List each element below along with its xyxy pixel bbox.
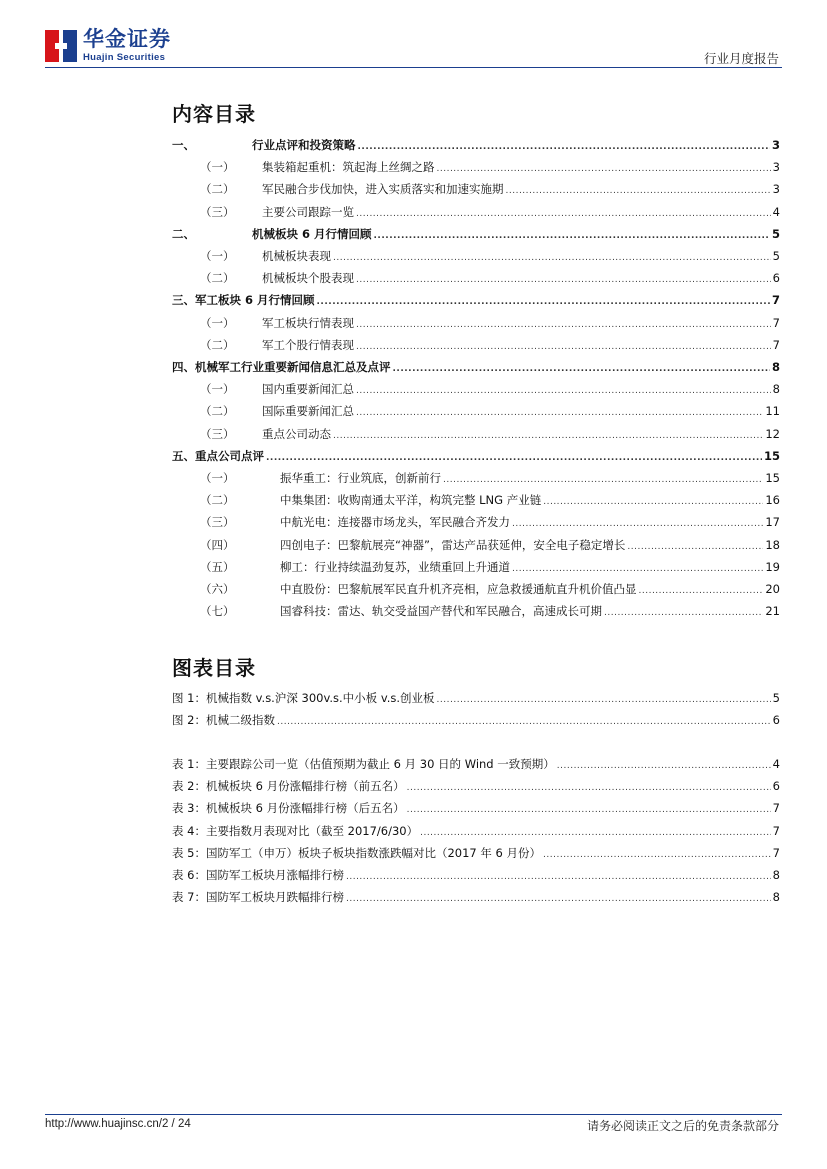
toc-entry-number: （一） xyxy=(200,160,235,175)
table-entry[interactable] xyxy=(172,866,780,884)
toc-entry-page: 16 xyxy=(765,493,780,508)
dot-leader xyxy=(443,469,763,489)
dot-leader xyxy=(506,180,771,200)
toc-entry-page: 20 xyxy=(765,582,780,596)
toc-entry-number: （五） xyxy=(200,559,235,574)
toc-entry-page: 7 xyxy=(772,337,780,352)
dot-leader xyxy=(543,491,763,511)
dot-leader xyxy=(346,866,771,886)
report-type-label: 行业月度报告 xyxy=(703,51,779,66)
toc-entry-number: （三） xyxy=(200,204,235,219)
figure-entry-page: 6 xyxy=(772,713,780,728)
toc-entry-page: 19 xyxy=(765,559,780,574)
toc-entry-text: 主要公司跟踪一览 xyxy=(262,204,354,219)
toc-entry-number: （二） xyxy=(200,493,235,508)
toc-entry-text: 机械板块 6 月行情回顾 xyxy=(252,226,372,241)
dot-leader xyxy=(346,888,771,908)
figure-entry-page: 7 xyxy=(772,801,780,816)
toc-entry[interactable] xyxy=(172,536,780,554)
logo-mark-icon xyxy=(45,30,77,62)
toc-entry[interactable] xyxy=(172,558,780,576)
toc-entry[interactable] xyxy=(172,358,780,376)
toc-entry-text: 国内重要新闻汇总 xyxy=(262,382,354,397)
dot-leader xyxy=(266,447,762,467)
figure-entry-page: 7 xyxy=(772,823,780,838)
table-entry[interactable] xyxy=(172,777,780,795)
toc-entry-number: 五、 xyxy=(172,448,195,463)
toc-entry[interactable] xyxy=(172,291,780,309)
footer-divider xyxy=(45,1114,782,1115)
dot-leader xyxy=(604,602,763,622)
toc-entry[interactable] xyxy=(172,447,780,465)
toc-entry-page: 17 xyxy=(765,515,780,530)
figure-entry-text: 表 7：国防军工板块月跌幅排行榜 xyxy=(172,890,344,905)
toc-entry-number: （二） xyxy=(200,404,235,419)
figure-entry-page: 7 xyxy=(772,845,780,860)
toc-entry-text: 中航光电：连接器市场龙头，军民融合齐发力 xyxy=(280,515,510,530)
figure-entry-page: 8 xyxy=(772,890,780,905)
toc-entry-text: 军工个股行情表现 xyxy=(262,337,354,352)
toc-entry-page: 8 xyxy=(771,360,780,374)
figure-entry-page: 8 xyxy=(772,868,780,883)
toc-entry-number: （三） xyxy=(200,515,235,530)
dot-leader xyxy=(356,402,763,422)
toc-entry-number: （二） xyxy=(200,182,235,197)
dot-leader xyxy=(627,536,763,556)
toc-entry-text: 机械板块表现 xyxy=(262,249,331,263)
toc-entry-number: （一） xyxy=(200,471,235,485)
toc-entry-page: 18 xyxy=(765,537,780,552)
toc-entry-text: 中集集团：收购南通太平洋，构筑完整 LNG 产业链 xyxy=(280,493,542,508)
toc-entry-number: （一） xyxy=(200,382,235,397)
table-entry[interactable] xyxy=(172,822,780,840)
toc-entry-text: 国睿科技：雷达、轨交受益国产替代和军民融合，高速成长可期 xyxy=(280,604,602,619)
toc-entry-page: 11 xyxy=(765,404,780,419)
toc-entry-text: 重点公司动态 xyxy=(262,426,331,441)
toc-entry-text: 军民融合步伐加快，进入实质落实和加速实施期 xyxy=(262,182,504,197)
toc-entry[interactable] xyxy=(172,336,780,354)
toc-entry[interactable] xyxy=(172,380,780,398)
figure-entry-text: 表 3：机械板块 6 月份涨幅排行榜（后五名） xyxy=(172,801,405,816)
dot-leader xyxy=(333,247,771,267)
company-logo xyxy=(45,28,171,64)
toc-entry-number: （七） xyxy=(200,604,235,619)
dot-leader xyxy=(639,580,764,600)
dot-leader xyxy=(407,799,771,819)
toc-entry-page: 3 xyxy=(771,138,780,152)
table-entry[interactable] xyxy=(172,844,780,862)
toc-entry-text: 柳工：行业持续温劲复苏，业绩重回上升通道 xyxy=(280,559,510,574)
toc-entry[interactable] xyxy=(172,580,780,598)
toc-entry-number: （一） xyxy=(200,249,235,263)
toc-entry-page: 4 xyxy=(772,204,780,219)
toc-entry-text: 重点公司点评 xyxy=(195,448,264,463)
toc-entry[interactable] xyxy=(172,269,780,287)
toc-entry-number: （六） xyxy=(200,582,235,596)
toc-entry-number: （四） xyxy=(200,537,235,552)
dot-leader xyxy=(356,336,771,356)
toc-entry[interactable] xyxy=(172,402,780,420)
figure-entry-text: 表 4：主要指数月表现对比（截至 2017/6/30） xyxy=(172,823,419,838)
toc-entry-number: （三） xyxy=(200,426,235,441)
logo-english-name: Huajin Securities xyxy=(83,52,166,64)
toc-entry[interactable] xyxy=(172,602,780,620)
toc-entry[interactable] xyxy=(172,225,780,243)
dot-leader xyxy=(393,358,770,378)
footer-disclaimer: 请务必阅读正文之后的免责条款部分 xyxy=(586,1119,779,1133)
toc-entry[interactable] xyxy=(172,425,780,443)
toc-entry-number: 二、 xyxy=(172,226,195,241)
toc-entry[interactable] xyxy=(172,491,780,509)
toc-entry-text: 集装箱起重机：筑起海上丝绸之路 xyxy=(262,160,435,175)
toc-entry-page: 7 xyxy=(772,315,780,330)
toc-entry[interactable] xyxy=(172,513,780,531)
toc-entry-text: 国际重要新闻汇总 xyxy=(262,404,354,419)
toc-entry-page: 8 xyxy=(772,382,780,397)
toc-entry-number: （二） xyxy=(200,271,235,286)
dot-leader xyxy=(333,425,763,445)
dot-leader xyxy=(356,269,771,289)
dot-leader xyxy=(277,711,771,731)
dot-leader xyxy=(437,158,771,178)
dot-leader xyxy=(317,291,770,311)
toc-entry-number: 一、 xyxy=(172,138,195,152)
toc-entry-page: 21 xyxy=(765,604,780,619)
dot-leader xyxy=(356,203,771,223)
toc-entry-text: 机械军工行业重要新闻信息汇总及点评 xyxy=(195,360,391,374)
figure-entry[interactable] xyxy=(172,711,780,729)
toc-entry[interactable] xyxy=(172,203,780,221)
toc-entry-page: 3 xyxy=(772,182,780,197)
table-entry[interactable] xyxy=(172,755,780,773)
toc-title: 内容目录 xyxy=(172,102,256,126)
toc-entry-number: 三、 xyxy=(172,293,195,308)
toc-entry[interactable] xyxy=(172,247,780,265)
logo-chinese-name: 华金证券 xyxy=(83,27,171,52)
toc-entry-number: 四、 xyxy=(172,360,195,374)
toc-entry-page: 3 xyxy=(772,160,780,175)
toc-entry-page: 6 xyxy=(772,271,780,286)
toc-entry-page: 5 xyxy=(772,249,780,263)
figures-title: 图表目录 xyxy=(172,656,256,680)
toc-entry[interactable] xyxy=(172,136,780,154)
toc-entry[interactable] xyxy=(172,180,780,198)
footer-url[interactable]: http://www.huajinsc.cn/2 / 24 xyxy=(45,1118,191,1130)
toc-entry-text: 中直股份：巴黎航展军民直升机齐亮相，应急救援通航直升机价值凸显 xyxy=(280,582,637,596)
toc-entry-number: （一） xyxy=(200,315,235,330)
figure-entry-page: 5 xyxy=(772,691,780,705)
dot-leader xyxy=(374,225,770,245)
dot-leader xyxy=(356,314,771,334)
dot-leader xyxy=(512,513,763,533)
figure-entry-text: 表 2：机械板块 6 月份涨幅排行榜（前五名） xyxy=(172,778,405,793)
toc-entry-text: 军工板块 6 月行情回顾 xyxy=(195,293,315,308)
figure-entry[interactable] xyxy=(172,689,780,707)
header-divider xyxy=(45,67,782,68)
toc-entry-number: （二） xyxy=(200,337,235,352)
toc-entry-page: 7 xyxy=(771,293,780,308)
toc-entry[interactable] xyxy=(172,469,780,487)
toc-entry-page: 12 xyxy=(765,426,780,441)
toc-entry-page: 5 xyxy=(771,226,780,241)
dot-leader xyxy=(437,689,771,709)
dot-leader xyxy=(407,777,771,797)
dot-leader xyxy=(557,755,771,775)
toc-entry[interactable] xyxy=(172,314,780,332)
dot-leader xyxy=(543,844,771,864)
toc-entry-text: 四创电子：巴黎航展亮“神器”，雷达产品获延伸，安全电子稳定增长 xyxy=(280,537,626,552)
toc-entry-page: 15 xyxy=(763,448,780,463)
toc-entry[interactable] xyxy=(172,158,780,176)
figure-entry-text: 图 2：机械二级指数 xyxy=(172,713,275,728)
table-entry[interactable] xyxy=(172,799,780,817)
toc-entry-text: 振华重工：行业筑底，创新前行 xyxy=(280,471,441,485)
toc-entry-page: 15 xyxy=(765,471,780,485)
table-entry[interactable] xyxy=(172,888,780,906)
dot-leader xyxy=(358,136,770,156)
toc-entry-text: 行业点评和投资策略 xyxy=(252,138,356,152)
figure-entry-text: 表 1：主要跟踪公司一览（估值预期为截止 6 月 30 日的 Wind 一致预期） xyxy=(172,756,555,771)
figure-entry-page: 6 xyxy=(772,778,780,793)
dot-leader xyxy=(512,558,763,578)
toc-entry-text: 机械板块个股表现 xyxy=(262,271,354,286)
dot-leader xyxy=(420,822,771,842)
figure-entry-text: 表 6：国防军工板块月涨幅排行榜 xyxy=(172,868,344,883)
figure-entry-page: 4 xyxy=(772,756,780,771)
figure-entry-text: 图 1：机械指数 v.s.沪深 300v.s.中小板 v.s.创业板 xyxy=(172,691,435,705)
figure-entry-text: 表 5：国防军工（申万）板块子板块指数涨跌幅对比（2017 年 6 月份） xyxy=(172,845,542,860)
dot-leader xyxy=(356,380,771,400)
toc-entry-text: 军工板块行情表现 xyxy=(262,315,354,330)
